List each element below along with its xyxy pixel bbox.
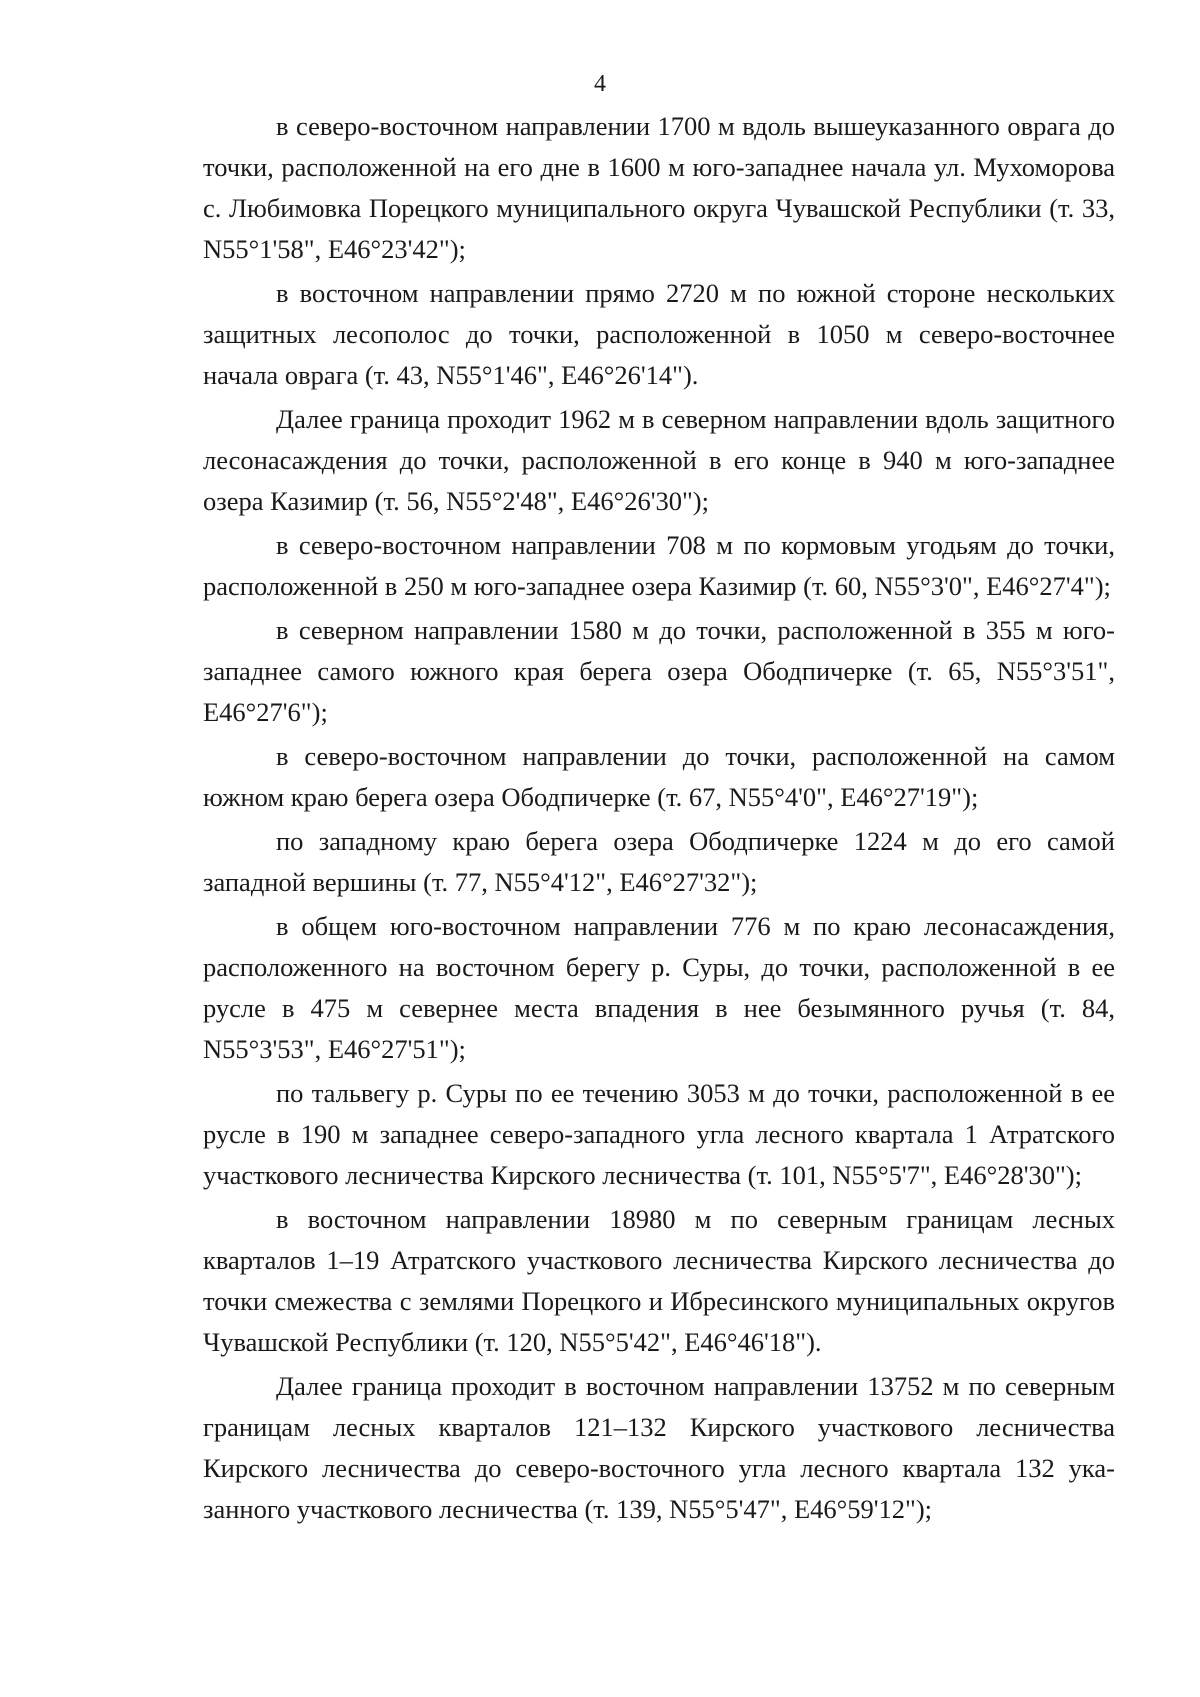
paragraph: в северо-восточном направлении 1700 м вдоль вышеуказанного оврага до точки, расположенной на его дне в 1600 м юго-западнее начала ул. Мухоморова с. Любимовка Порецкого муниципального округа Чувашской Республики (т. 33, N55°1'58", E46°23'42");	[203, 111, 1115, 264]
paragraph: Далее граница проходит 1962 м в северном направлении вдоль защитного лесонасаждения до точки, расположенной в его конце в 940 м юго-западнее озера Казимир (т. 56, N55°2'48", E46°26'30");	[203, 404, 1115, 516]
document-body	[203, 106, 1115, 1530]
paragraph: в северо-восточном направлении до точки, расположенной на самом южном краю берега озера Ободпичерке (т. 67, N55°4'0", E46°27'19");	[203, 741, 1115, 812]
paragraph: по западному краю берега озера Ободпичерке 1224 м до его самой западной вершины (т. 77, N55°4'12", E46°27'32");	[203, 826, 1115, 897]
paragraph: в северо-восточном направлении 708 м по кормовым угодьям до точки, расположенной в 250 м юго-западнее озера Казимир (т. 60, N55°3'0", E46°27'4");	[203, 530, 1115, 601]
paragraph: в восточном направлении прямо 2720 м по южной стороне нескольких защитных лесополос до точки, расположенной в 1050 м северо-восточнее начала оврага (т. 43, N55°1'46", E46°26'14").	[203, 278, 1115, 390]
paragraph: в восточном направлении 18980 м по северным границам лесных кварталов 1–19 Атратского участкового лесничества Кирского лесничества до точки смежества с землями Порецкого и Ибресинского муниципальных округов Чувашской Республики (т. 120, N55°5'42", E46°46'18").	[203, 1204, 1115, 1357]
paragraph: в северном направлении 1580 м до точки, расположенной в 355 м юго-западнее самого южного края берега озера Ободпичерке (т. 65, N55°3'51", E46°27'6");	[203, 615, 1115, 727]
paragraph: по тальвегу р. Суры по ее течению 3053 м до точки, расположенной в ее русле в 190 м западнее северо-западного угла лесного квартала 1 Атратского участкового лесничества Кирского лесничества (т. 101, N55°5'7", E46°28'30");	[203, 1078, 1115, 1190]
paragraph: Далее граница проходит в восточном направлении 13752 м по северным границам лесных кварталов 121–132 Кирского участкового лесничества Кирского лесничества до северо-восточного угла лесного квартала 132 указанного участкового лесничества (т. 139, N55°5'47", E46°59'12");	[203, 1371, 1115, 1524]
page-number: 4	[594, 71, 606, 97]
paragraph: в общем юго-восточном направлении 776 м по краю лесонасаждения, расположенного на восточном берегу р. Суры, до точки, расположенной в ее русле в 475 м севернее места впадения в нее безымянного ручья (т. 84, N55°3'53", E46°27'51");	[203, 911, 1115, 1064]
